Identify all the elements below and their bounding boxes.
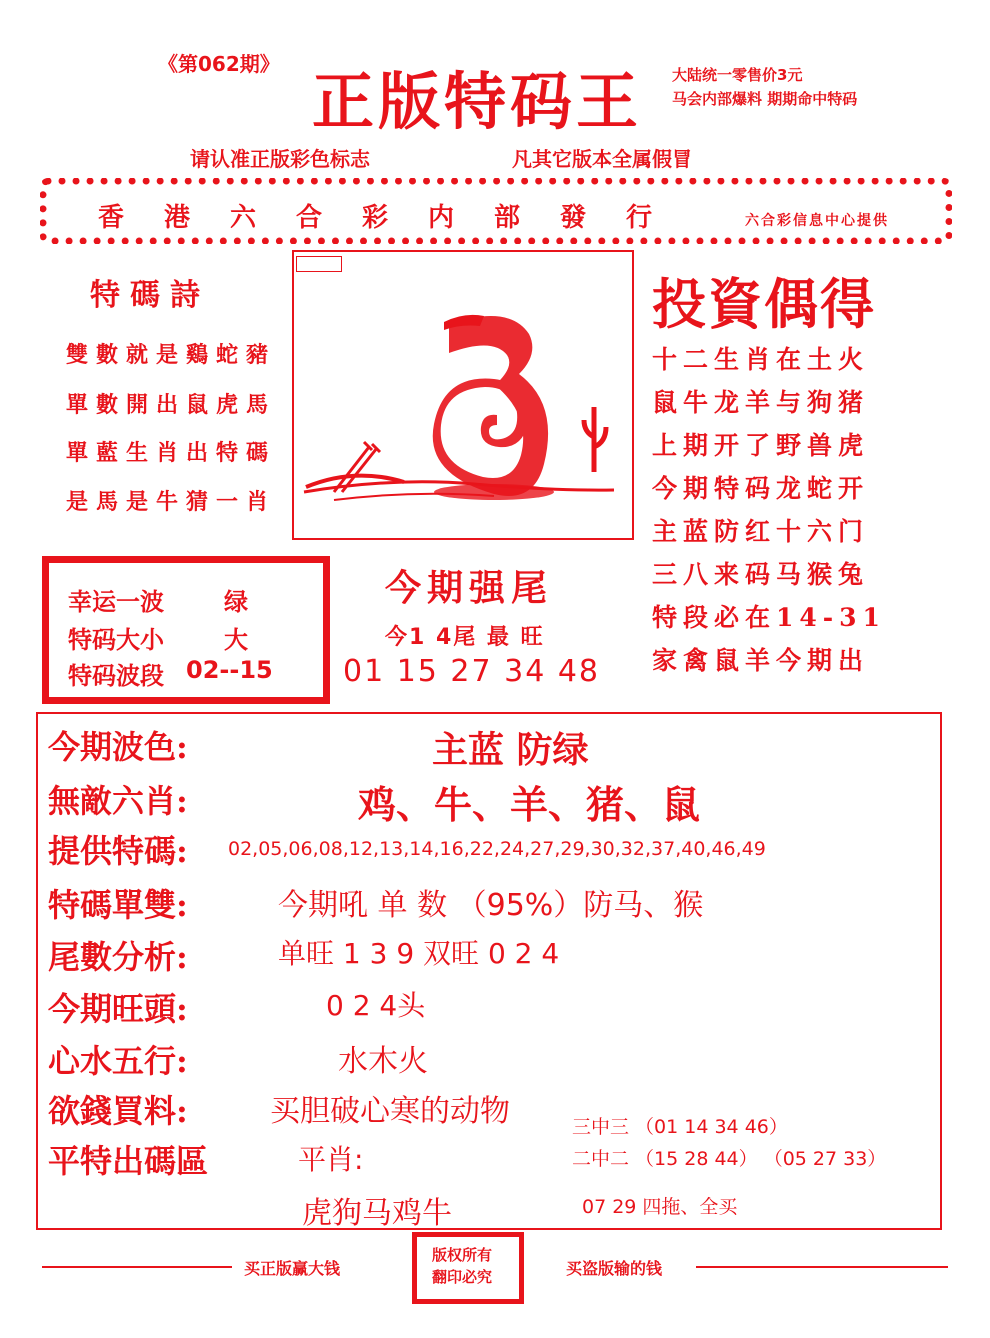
poem-line: 單藍生肖出特碼 [66, 440, 277, 466]
wave-color-label: 今期波色: [48, 728, 188, 766]
flat-label: 平特出碼區 [48, 1142, 209, 1180]
head-value: 0 2 4头 [326, 989, 426, 1022]
banner-main-text: 香港六合彩内部發行 [98, 203, 693, 233]
footer-divider-left [42, 1266, 232, 1268]
poem-line: 是馬是牛猜一肖 [66, 489, 277, 515]
buy-value: 买胆破心寒的动物 [270, 1094, 510, 1129]
page-title: 正版特码王 [312, 65, 643, 138]
banner-sub-text: 六合彩信息中心提供 [745, 213, 889, 229]
flat-value: 平肖: [298, 1143, 364, 1176]
lucky-wave-value: 绿 [224, 588, 248, 616]
slogan: 马会内部爆料 期期命中特码 [672, 90, 858, 108]
tail-analysis-label: 尾數分析: [48, 938, 188, 976]
lucky-wave-label: 幸运一波 [68, 588, 164, 616]
stamp-mark [296, 256, 342, 272]
invest-line: 三八来码马猴兔 [652, 560, 870, 589]
invest-line: 鼠牛龙羊与狗猪 [652, 388, 870, 417]
invest-line: 十二生肖在土火 [652, 345, 870, 374]
copyright-line-1: 版权所有 [432, 1246, 493, 1264]
poem-line: 雙數就是鷄蛇豬 [66, 342, 277, 368]
illustration-frame [292, 250, 634, 540]
invest-line: 今期特码龙蛇开 [652, 474, 870, 503]
odd-even-label: 特碼單雙: [48, 886, 188, 924]
band-value: 02--15 [186, 656, 273, 684]
poem-line: 單數開出鼠虎馬 [66, 392, 277, 418]
head-label: 今期旺頭: [48, 990, 188, 1028]
price-note: 大陆统一零售价3元 [672, 66, 803, 84]
band-label: 特码波段 [68, 662, 164, 690]
tail-analysis-value: 单旺 1 3 9 双旺 0 2 4 [278, 937, 560, 970]
size-value: 大 [224, 626, 248, 654]
counterfeit-note: 凡其它版本全属假冒 [512, 147, 692, 171]
wave-color-value: 主蓝 防绿 [432, 730, 589, 771]
odd-even-value: 今期吼 单 数 （95%）防马、猴 [278, 888, 704, 923]
buy-label: 欲錢買料: [48, 1092, 188, 1130]
invest-title: 投資偶得 [652, 272, 876, 336]
strong-tail-subtitle: 今1 4尾 最 旺 [385, 625, 545, 650]
invest-line: 家禽鼠羊今期出 [652, 646, 870, 675]
footer-divider-right [696, 1266, 948, 1268]
six-zodiac-label: 無敵六肖: [48, 782, 188, 820]
invest-line: 主蓝防红十六门 [652, 517, 870, 546]
size-label: 特码大小 [68, 626, 164, 654]
element-label: 心水五行: [48, 1042, 188, 1080]
footer-left-text: 买正版赢大钱 [244, 1259, 341, 1278]
invest-line: 上期开了野兽虎 [652, 431, 870, 460]
provide-code-label: 提供特碼: [48, 832, 188, 870]
strong-tail-title: 今期强尾 [385, 568, 554, 609]
flat-animals: 虎狗马鸡牛 [302, 1196, 452, 1231]
six-zodiac-value: 鸡、牛、羊、猪、鼠 [358, 783, 701, 827]
strong-tail-numbers: 01 15 27 34 48 [343, 654, 601, 689]
element-value: 水木火 [338, 1044, 428, 1079]
four-drag: 07 29 四拖、全买 [582, 1196, 738, 1218]
authentic-note: 请认准正版彩色标志 [190, 147, 370, 171]
copyright-line-2: 翻印必究 [432, 1268, 493, 1286]
issue-number: 《第062期》 [158, 52, 280, 76]
provide-code-value: 02,05,06,08,12,13,14,16,22,24,27,29,30,32,37,40,46,49 [228, 838, 766, 860]
footer-right-text: 买盗版输的钱 [566, 1259, 663, 1278]
poem-title: 特碼詩 [90, 278, 210, 313]
snake-illustration [294, 252, 632, 538]
er-zhong-er: 二中二 （15 28 44） （05 27 33） [572, 1148, 887, 1170]
invest-line: 特段必在14-31 [652, 603, 886, 632]
san-zhong-san: 三中三 （01 14 34 46） [572, 1116, 788, 1138]
